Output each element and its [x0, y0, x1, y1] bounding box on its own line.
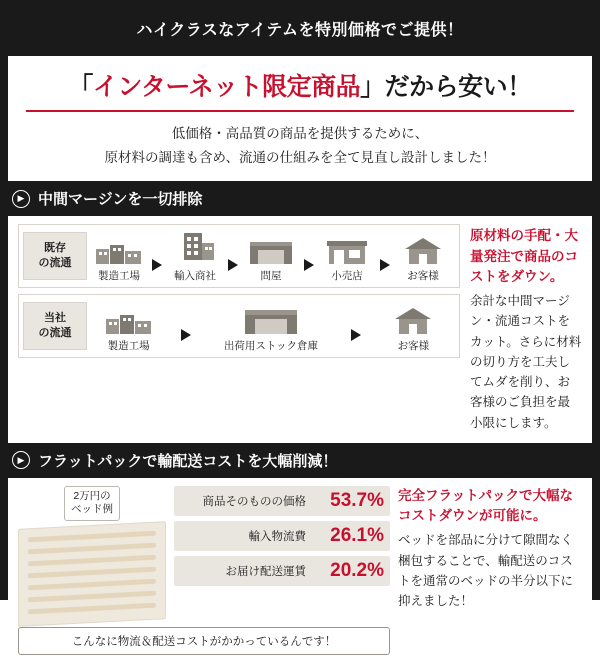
flow-row-ours [18, 294, 460, 358]
hero-title-suffix: 」だから安い！ [360, 73, 532, 101]
hero-card [8, 56, 592, 181]
hero-title-prefix: 「 [68, 73, 93, 101]
cost-bar-item [174, 556, 390, 586]
flow-node-label: 製造工場 [107, 340, 150, 353]
flow-items-existing [87, 229, 455, 283]
arrow-right-icon [181, 329, 191, 341]
flow-node-label: お客様 [407, 270, 439, 283]
flow-node-label: お客様 [397, 340, 430, 353]
cost-bar-label: お届け配送運賃 [225, 565, 306, 578]
cost-bar-list [174, 486, 390, 591]
arrow-right-icon [304, 259, 314, 271]
cost-breakdown-column [18, 486, 390, 655]
section2-header-label: フラットパックで輸配送コストを大幅削減！ [38, 452, 338, 470]
flow-row-ours-label [23, 302, 87, 350]
hero-subtext [8, 112, 592, 175]
cost-bar-item [174, 486, 390, 516]
arrow-right-icon [351, 329, 361, 341]
arrow-right-icon [380, 259, 390, 271]
section-header-middle-margin [0, 181, 600, 216]
bed-label-line1: 2万円の [73, 489, 111, 502]
arrow-right-icon [152, 259, 162, 271]
section1-note-title: 原材料の手配・大量発注で商品のコストをダウン。 [470, 228, 578, 284]
warehouse-icon [248, 229, 294, 265]
flow-node [239, 229, 303, 283]
flow-node [163, 229, 227, 283]
distribution-flow-column [18, 224, 460, 433]
home-icon [393, 299, 433, 335]
flow-node-label: 小売店 [331, 270, 363, 283]
section1-body [8, 216, 592, 443]
shop-icon [325, 229, 369, 265]
cost-bar-value: 26.1% [330, 524, 384, 546]
section1-note-text: 余計な中間マージン・流通コストをカット。さらに材料の切り方を工夫してムダを削り、お客様のご負担を最小限にします。 [470, 294, 582, 430]
bed-label-line2: ベッド例 [71, 503, 113, 516]
top-headline-text: ハイクラスなアイテムを特別価格でご提供！ [136, 21, 464, 39]
hero-subtext-line1: 低価格・高品質の商品を提供するために、 [171, 126, 429, 141]
arrow-right-icon: ▶ [12, 190, 30, 208]
hero-subtext-line2: 原材料の調達も含め、流通の仕組みを全て見直し設計しました！ [104, 149, 496, 165]
cost-bar-label: 商品そのものの価格 [202, 495, 306, 508]
flow-row-existing [18, 224, 460, 288]
flow-node-label: 輸入商社 [174, 270, 216, 283]
section2-note-title: 完全フラットパックで大幅なコストダウンが可能に。 [398, 487, 573, 523]
factory-icon [95, 229, 143, 265]
flow-label-line2: の流通 [38, 257, 72, 270]
section-header-flatpack [0, 443, 600, 478]
factory-icon [105, 299, 153, 335]
arrow-right-icon: ▶ [12, 451, 30, 469]
section2-note-text: ベッドを部品に分けて隙間なく梱包することで、輸配送のコストを通常のベッドの半分以下に抑えました！ [398, 533, 574, 608]
cost-breakdown-top [18, 486, 390, 623]
flow-label-line1: 当社 [44, 312, 66, 325]
flow-node [97, 299, 161, 353]
cost-bar-label: 輸入物流費 [248, 530, 306, 543]
section2-body [8, 478, 592, 663]
flow-node [87, 229, 151, 283]
flow-node [211, 299, 331, 353]
flow-items-ours [87, 299, 455, 353]
cost-bar-value: 53.7% [330, 489, 384, 511]
section1-note [470, 224, 582, 433]
bed-example [18, 486, 166, 623]
section2-note [398, 486, 582, 655]
cost-bar-item [174, 521, 390, 551]
cost-bar-value: 20.2% [330, 559, 384, 581]
arrow-right-icon [228, 259, 238, 271]
flow-label-line2: の流通 [38, 327, 72, 340]
bed-example-label [64, 486, 120, 521]
cost-caption: こんなに物流＆配送コストがかかっているんです！ [18, 627, 390, 655]
hero-title [8, 66, 592, 106]
flow-node-label: 製造工場 [98, 270, 140, 283]
office-building-icon [174, 229, 216, 265]
section1-header-label: 中間マージンを一切排除 [38, 191, 203, 209]
flow-node [381, 299, 445, 353]
flow-node-label: 出荷用ストック倉庫 [223, 340, 319, 353]
flow-label-line1: 既存 [44, 242, 66, 255]
home-icon [403, 229, 443, 265]
top-headline-band [0, 0, 600, 56]
flow-node [391, 229, 455, 283]
flow-node [315, 229, 379, 283]
hero-title-highlight: インターネット限定商品 [92, 73, 361, 101]
stock-warehouse-icon [241, 299, 301, 335]
bed-slats-image [18, 521, 166, 627]
flow-row-existing-label [23, 232, 87, 280]
flow-node-label: 問屋 [260, 270, 282, 283]
